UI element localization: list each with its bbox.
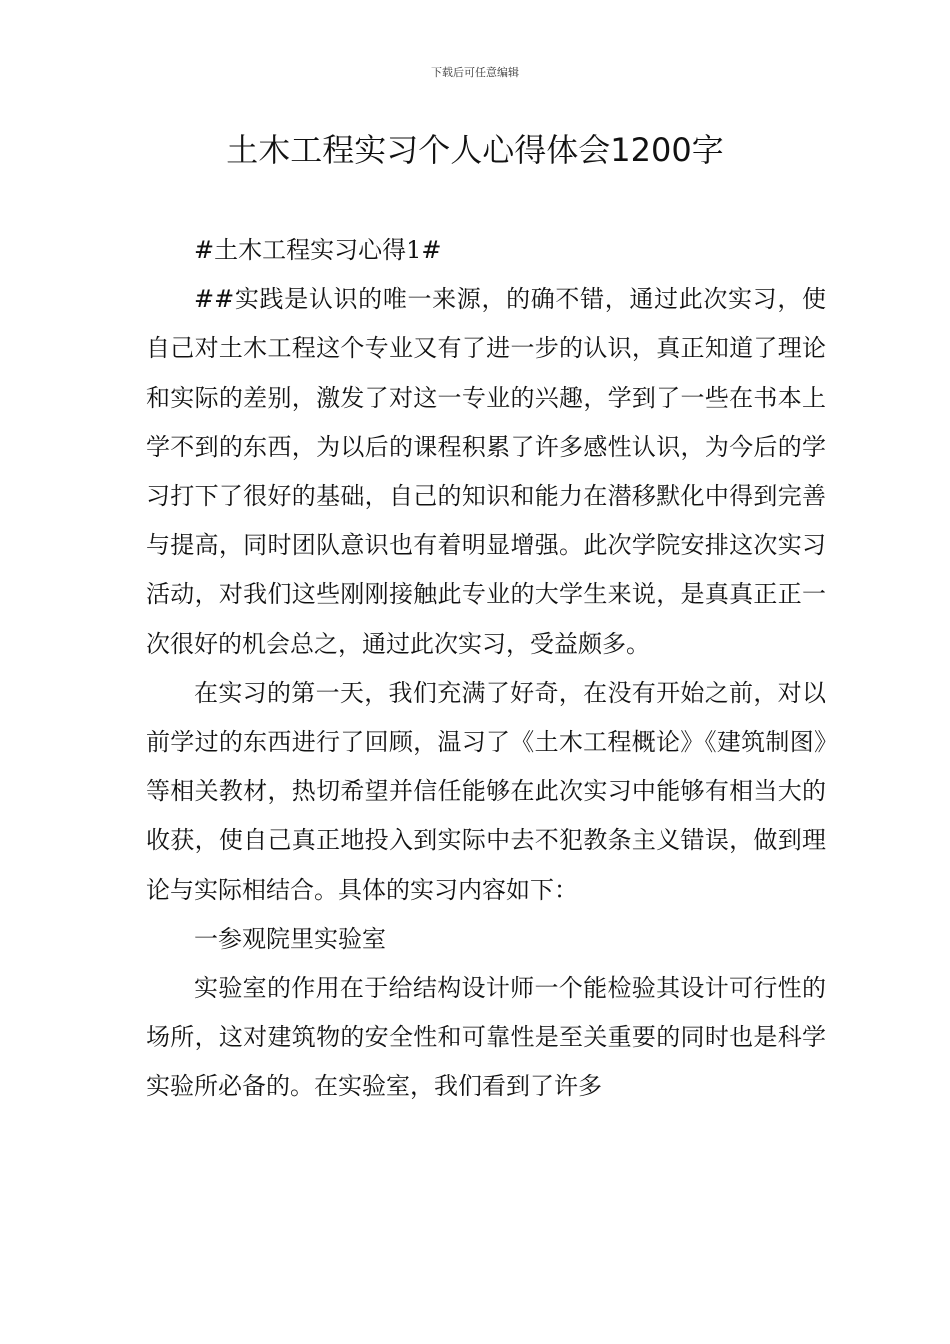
- paragraph-lab: 实验室的作用在于给结构设计师一个能检验其设计可行性的场所，这对建筑物的安全性和可靠性是至关重要的同时也是科学实验所必备的。在实验室，我们看到了许多: [146, 974, 826, 1101]
- section-heading-1: #土木工程实习心得1#: [194, 236, 442, 264]
- header-note: 下载后可任意编辑: [431, 66, 519, 79]
- paragraph-intro: ##实践是认识的唯一来源，的确不错，通过此次实习，使自己对土木工程这个专业又有了进一步的认识，真正知道了理论和实际的差别，激发了对这一专业的兴趣，学到了一些在书本上学不到的东西，为以后的课程积累了许多感性认识，为今后的学习打下了很好的基础，自己的知识和能力在潜移默化中得到完善与提高，同时团队意识也有着明显增强。此次学院安排这次实习活动，对我们这些刚刚接触此专业的大学生来说，是真真正正一次很好的机会总之，通过此次实习，受益颇多。: [146, 285, 826, 658]
- document-title: 土木工程实习个人心得体会1200字: [226, 131, 724, 169]
- paragraph-first-day: 在实习的第一天，我们充满了好奇，在没有开始之前，对以前学过的东西进行了回顾，温习了《土木工程概论》《建筑制图》等相关教材，热切希望并信任能够在此次实习中能够有相当大的收获，使自己真正地投入到实际中去不犯教条主义错误，做到理论与实际相结合。具体的实习内容如下：: [146, 678, 826, 904]
- document-body: [146, 226, 826, 1112]
- subheading-lab-visit: 一参观院里实验室: [194, 924, 386, 953]
